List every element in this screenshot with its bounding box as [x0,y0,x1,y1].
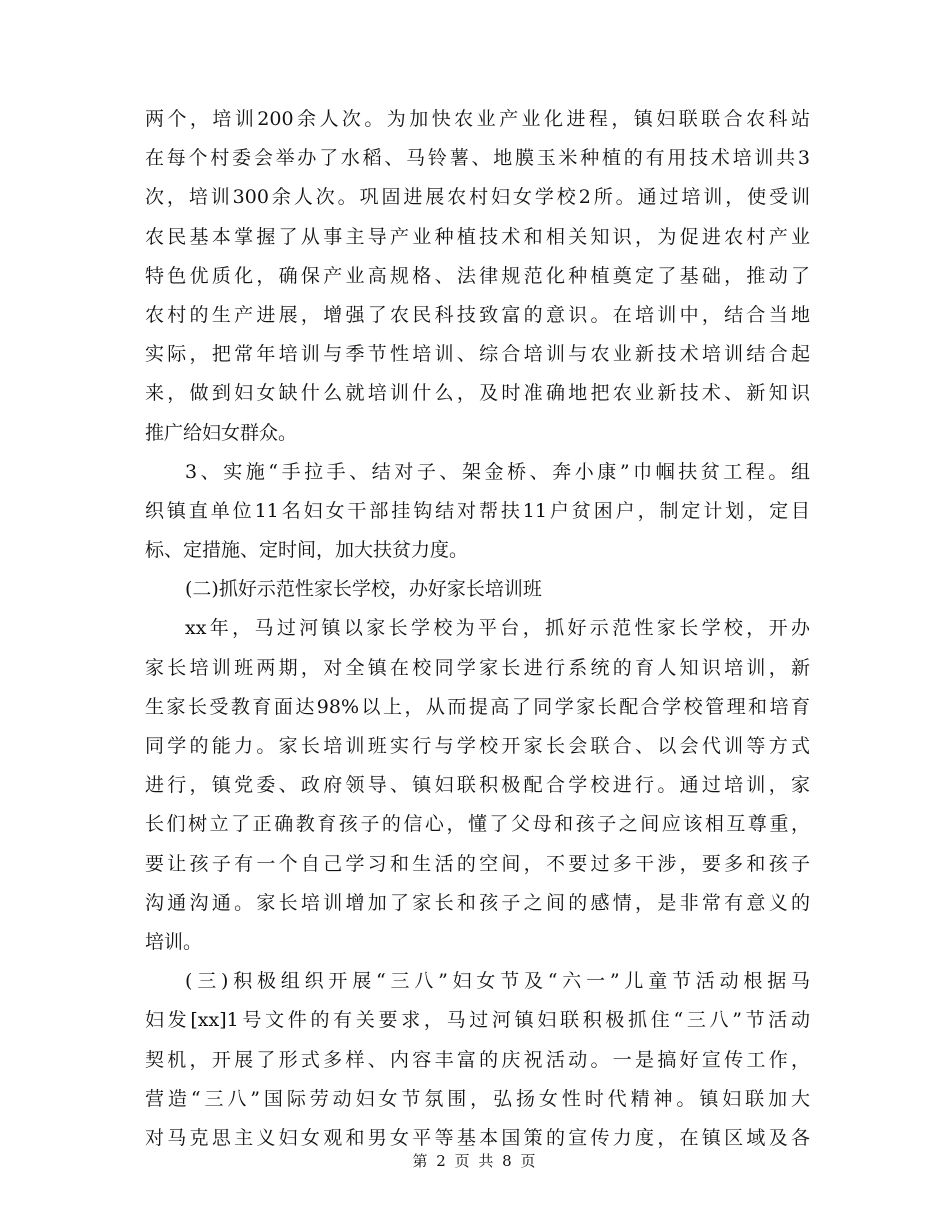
page-number-label: 第 2 页 共 8 页 [412,1152,538,1170]
text-line: 要让孩子有一个自己学习和生活的空间，不要过多干涉，要多和孩子 [145,852,810,875]
page-footer [0,1150,950,1171]
text-line: 长们树立了正确教育孩子的信心，懂了父母和孩子之间应该相互尊重， [145,813,810,836]
text-line: xx年，马过河镇以家长学校为平台，抓好示范性家长学校，开办 [185,617,810,640]
text-line: 推广给妇女群众。 [145,421,298,444]
text-line: 标、定措施、定时间，加大扶贫力度。 [145,539,469,562]
text-line: 特色优质化，确保产业高规格、法律规范化种植奠定了基础，推动了 [145,264,810,287]
text-line: 培训。 [145,930,203,953]
text-line: 织镇直单位11名妇女干部挂钩结对帮扶11户贫困户，制定计划，定目 [145,499,810,522]
text-line: 两个，培训200余人次。为加快农业产业化进程，镇妇联联合农科站 [145,108,810,130]
text-line: 3、实施“手拉手、结对子、架金桥、奔小康”巾帼扶贫工程。组 [185,460,810,483]
text-line: 营造“三八”国际劳动妇女节氛围，弘扬女性时代精神。镇妇联加大 [145,1087,810,1110]
text-line: 同学的能力。家长培训班实行与学校开家长会联合、以会代训等方式 [145,735,810,757]
text-line: 来，做到妇女缺什么就培训什么，及时准确地把农业新技术、新知识 [145,382,810,405]
text-line: 进行，镇党委、政府领导、镇妇联积极配合学校进行。通过培训，家 [145,774,810,797]
text-line: 实际，把常年培训与季节性培训、综合培训与农业新技术培训结合起 [145,343,810,366]
text-line: 生家长受教育面达98%以上，从而提高了同学家长配合学校管理和培育 [145,695,810,718]
text-line: 次，培训300余人次。巩固进展农村妇女学校2所。通过培训，使受训 [145,186,810,209]
text-line: 农民基本掌握了从事主导产业种植技术和相关知识，为促进农村产业 [145,225,810,248]
text-line: 沟通沟通。家长培训增加了家长和孩子之间的感情，是非常有意义的 [145,891,810,914]
text-line: 家长培训班两期，对全镇在校同学家长进行系统的育人知识培训，新 [145,656,810,679]
text-line: (二)抓好示范性家长学校，办好家长培训班 [185,578,542,601]
document-body [145,100,810,1158]
text-line: 在每个村委会举办了水稻、马铃薯、地膜玉米种植的有用技术培训共3 [145,147,810,170]
text-line: 对马克思主义妇女观和男女平等基本国策的宣传力度，在镇区域及各 [145,1126,810,1149]
text-line: 妇发[xx]1号文件的有关要求，马过河镇妇联积极抓住“三八”节活动 [145,1009,810,1032]
text-line: 农村的生产进展，增强了农民科技致富的意识。在培训中，结合当地 [145,303,810,326]
text-line: (三)积极组织开展“三八”妇女节及“六一”儿童节活动根据马 [185,970,810,993]
text-line: 契机，开展了形式多样、内容丰富的庆祝活动。一是搞好宣传工作， [145,1048,810,1071]
